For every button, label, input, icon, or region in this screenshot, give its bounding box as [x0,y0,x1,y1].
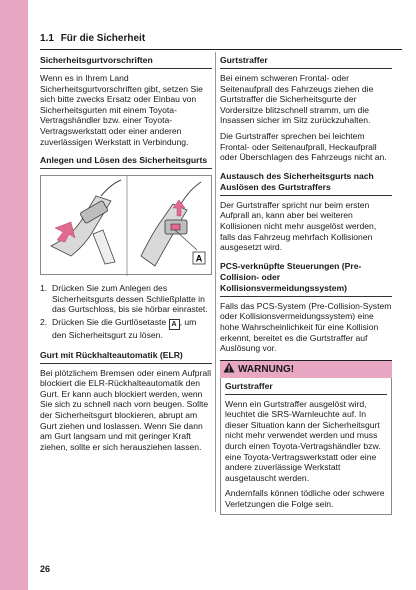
para-replacement: Der Gurtstraffer spricht nur beim ersten Aufprall an, kann aber bei weiteren Kollisionen nicht mehr ausgelöst werden, falls das Fahrzeug mehrfach Kollisionen ausgesetzt wird. [220,199,377,253]
section-header [40,33,402,44]
seatbelt-illustration [40,175,212,275]
step-text: Drücken Sie zum Anlegen des Sicherheitsgurts dessen Schließplatte in das Gurtschloss, bis sie hörbar einrastet. [52,283,208,315]
step-number: 1. [40,283,48,294]
warning-heading: Gurtstraffer [225,381,387,395]
warning-title: WARNUNG! [238,363,295,375]
section-title: Für die Sicherheit [60,33,146,44]
warning-para-2: Andernfalls können tödliche oder schwere Verletzungen die Folge sein. [225,488,385,510]
section-number: 1.1 [40,33,54,44]
column-divider [215,52,216,512]
heading-pretensioner: Gurtstraffer [220,52,392,69]
step-item [40,317,212,341]
step-text: Drücken Sie die Gurtlösetaste [52,316,167,327]
para-seatbelt-regulations: Wenn es in Ihrem Land Sicherheitsgurtvorschriften gibt, setzen Sie sich bitte zwecks Ersatz oder Einbau von Sicherheitsgurten mit einem Toyota-Vertragshändler bzw. einer Toyota-Vertragswerkstatt oder einer anderen zuverlässigen Werkstatt in Verbindung. [40,73,203,147]
para-pcs: Falls das PCS-System (Pre-Collision-System oder Kollisionsvermeidungssystem) eine hohe Wahrscheinlichkeit für eine Kollision erkennt, bereitet es die Gurtstraffer auf Auslösung vor. [220,300,392,354]
heading-replacement: Austausch des Sicherheitsgurts nach Auslösen des Gurtstraffers [220,168,392,196]
heading-fasten-release: Anlegen und Lösen des Sicherheitsgurts [40,152,212,169]
heading-pcs: PCS-verknüpfte Steuerungen (Pre-Collision- oder Kollisionsvermeidungssystem) [220,258,392,297]
steps-list [40,283,212,340]
step-text-cont: , um den Sicherheitsgurt zu lösen. [52,316,197,340]
page-number: 26 [40,564,51,574]
warning-header [220,360,392,378]
release-key-label: A [169,319,180,330]
step-item [40,283,212,315]
figure-label-a: A [195,253,203,264]
para-elr: Bei plötzlichem Bremsen oder einem Aufprall blockiert die ELR-Rückhalteautomatik den Gurt. Er kann auch blockiert werden, wenn Sie sich zu schnell nach vorn beugen. Sollte der Sicherheitsgurt blockieren, abrupt am Gurt ziehen und loslassen. Wenn Sie dann am Gurt langsam und mit geringer Kraft ziehen, sollte er sich herausziehen lassen. [40,367,212,452]
para-pretensioner-2: Die Gurtstraffer sprechen bei leichtem Frontal- oder Seitenaufprall, Heckaufprall oder Überschlagen des Fahrzeugs nicht an. [220,130,387,163]
para-pretensioner-1: Bei einem schweren Frontal- oder Seitenaufprall des Fahrzeugs ziehen die Gurtstraffer die Sicherheitsgurte der Vordersitze blitzschnell stramm, um die Insassen sicher im Sitz zurückzuhalten. [220,73,374,126]
warning-triangle-icon [223,362,235,376]
warning-para-1: Wenn ein Gurtstraffer ausgelöst wird, leuchtet die SRS-Warnleuchte auf. In dieser Situation kann der Sicherheitsgurt nicht mehr verwendet werden und muss durch einen Toyota-Vertragshändler bzw. eine Toyota-Vertragswerkstatt oder eine andere zuverlässige Werkstatt ausgetauscht werden. [225,398,381,483]
header-rule [40,49,402,50]
seatbelt-drawing [41,176,213,276]
heading-elr: Gurt mit Rückhalteautomatik (ELR) [40,347,212,364]
chapter-side-tab [0,0,28,590]
document-page [40,0,406,590]
step-number: 2. [40,316,48,327]
warning-box [220,378,392,515]
left-column [40,52,212,457]
heading-seatbelt-regulations: Sicherheitsgurtvorschriften [40,52,212,69]
right-column [220,52,392,515]
